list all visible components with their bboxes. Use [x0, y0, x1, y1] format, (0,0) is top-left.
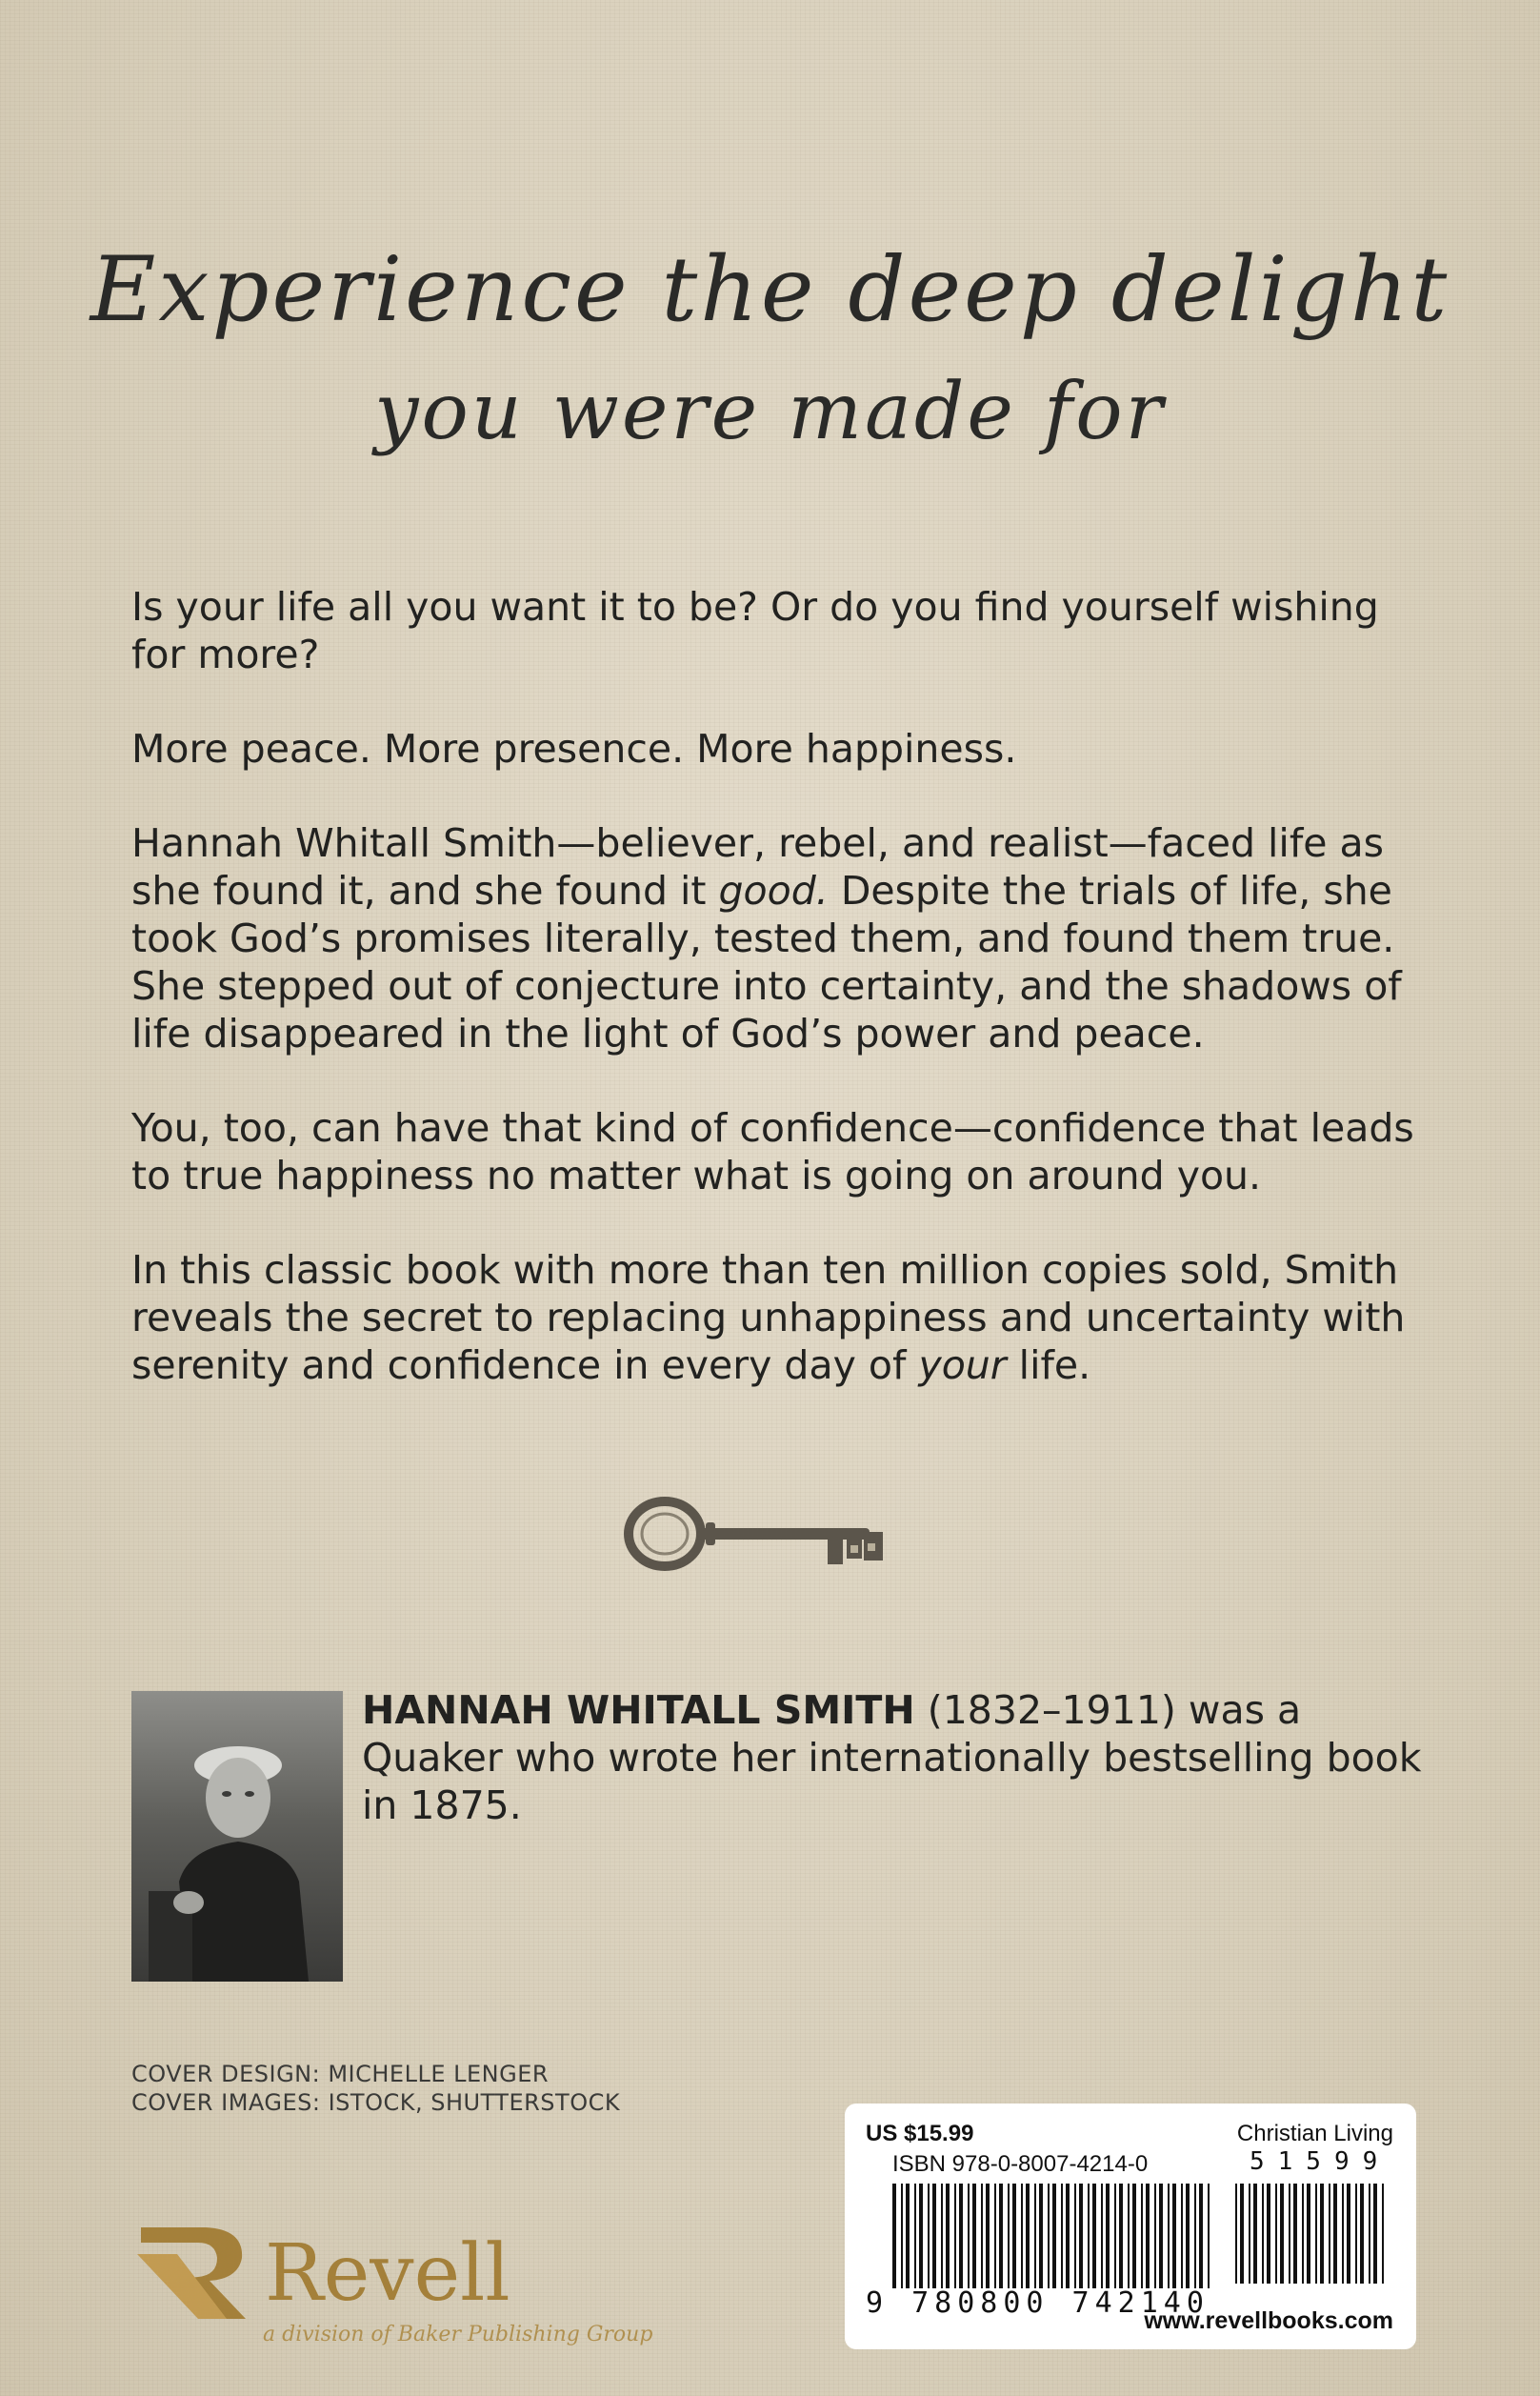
revell-r-logo-icon — [131, 2220, 255, 2325]
paragraph-5 — [131, 1246, 1427, 1389]
publisher-name: Revell — [265, 2228, 510, 2319]
paragraph-1: Is your life all you want it to be? Or do you find yourself wishing for more? — [131, 584, 1379, 677]
paragraph-3 — [131, 819, 1427, 1057]
price: US $15.99 — [866, 2121, 974, 2146]
paragraph-3-part-2: Despite the trials of life, she took God’s promises literally, tested them, and found them true. She stepped out of conjecture into certainty, and the shadows of life disappeared in the light of God’s power and peace. — [131, 868, 1402, 1057]
paragraph-5-emphasis: your — [918, 1342, 1007, 1388]
paragraph-2: More peace. More presence. More happiness. — [131, 726, 1017, 772]
paragraph-3-emphasis: good. — [718, 868, 829, 914]
author-bio-text: (1832–1911) was a Quaker who wrote her internationally bestselling book in 1875. — [362, 1687, 1422, 1828]
cover-design-credit: COVER DESIGN: MICHELLE LENGER — [131, 2061, 550, 2087]
author-photo — [131, 1691, 343, 1982]
publisher-logo — [131, 2220, 665, 2363]
paragraph-5-part-2: life. — [1006, 1342, 1091, 1388]
publisher-url: www.revellbooks.com — [1144, 2307, 1393, 2334]
headline-line-1: Experience the deep delight — [90, 238, 1450, 342]
cover-credits — [131, 2060, 620, 2117]
author-portrait-icon — [131, 1691, 343, 1982]
addon-digits: 51599 — [1250, 2147, 1391, 2176]
cover-images-credit: COVER IMAGES: ISTOCK, SHUTTERSTOCK — [131, 2089, 621, 2116]
category: Christian Living — [1236, 2121, 1393, 2146]
isbn: ISBN 978-0-8007-4214-0 — [892, 2151, 1149, 2177]
headline-line-2: you were made for — [374, 367, 1166, 457]
paragraph-3-part-1: Hannah Whitall Smith—believer, rebel, and realist—faced life as she found it, and she found it — [131, 820, 1385, 914]
isbn-barcode-icon — [892, 2184, 1216, 2288]
description — [131, 583, 1427, 1436]
barcode-label — [845, 2104, 1416, 2349]
paragraph-5-part-1: In this classic book with more than ten million copies sold, Smith reveals the secret to replacing unhappiness and uncertainty with serenity and confidence in every day of — [131, 1247, 1406, 1388]
author-name: HANNAH WHITALL SMITH — [362, 1687, 915, 1733]
paragraph-4: You, too, can have that kind of confidence—confidence that leads to true happiness no matter what is going on around you. — [131, 1105, 1414, 1198]
author-bio — [362, 1686, 1429, 1829]
skeleton-key-icon — [622, 1494, 898, 1580]
price-addon-barcode-icon — [1235, 2184, 1388, 2284]
barcode-digits: 9 780800 742140 — [866, 2286, 1210, 2320]
publisher-tagline: a division of Baker Publishing Group — [263, 2323, 653, 2346]
